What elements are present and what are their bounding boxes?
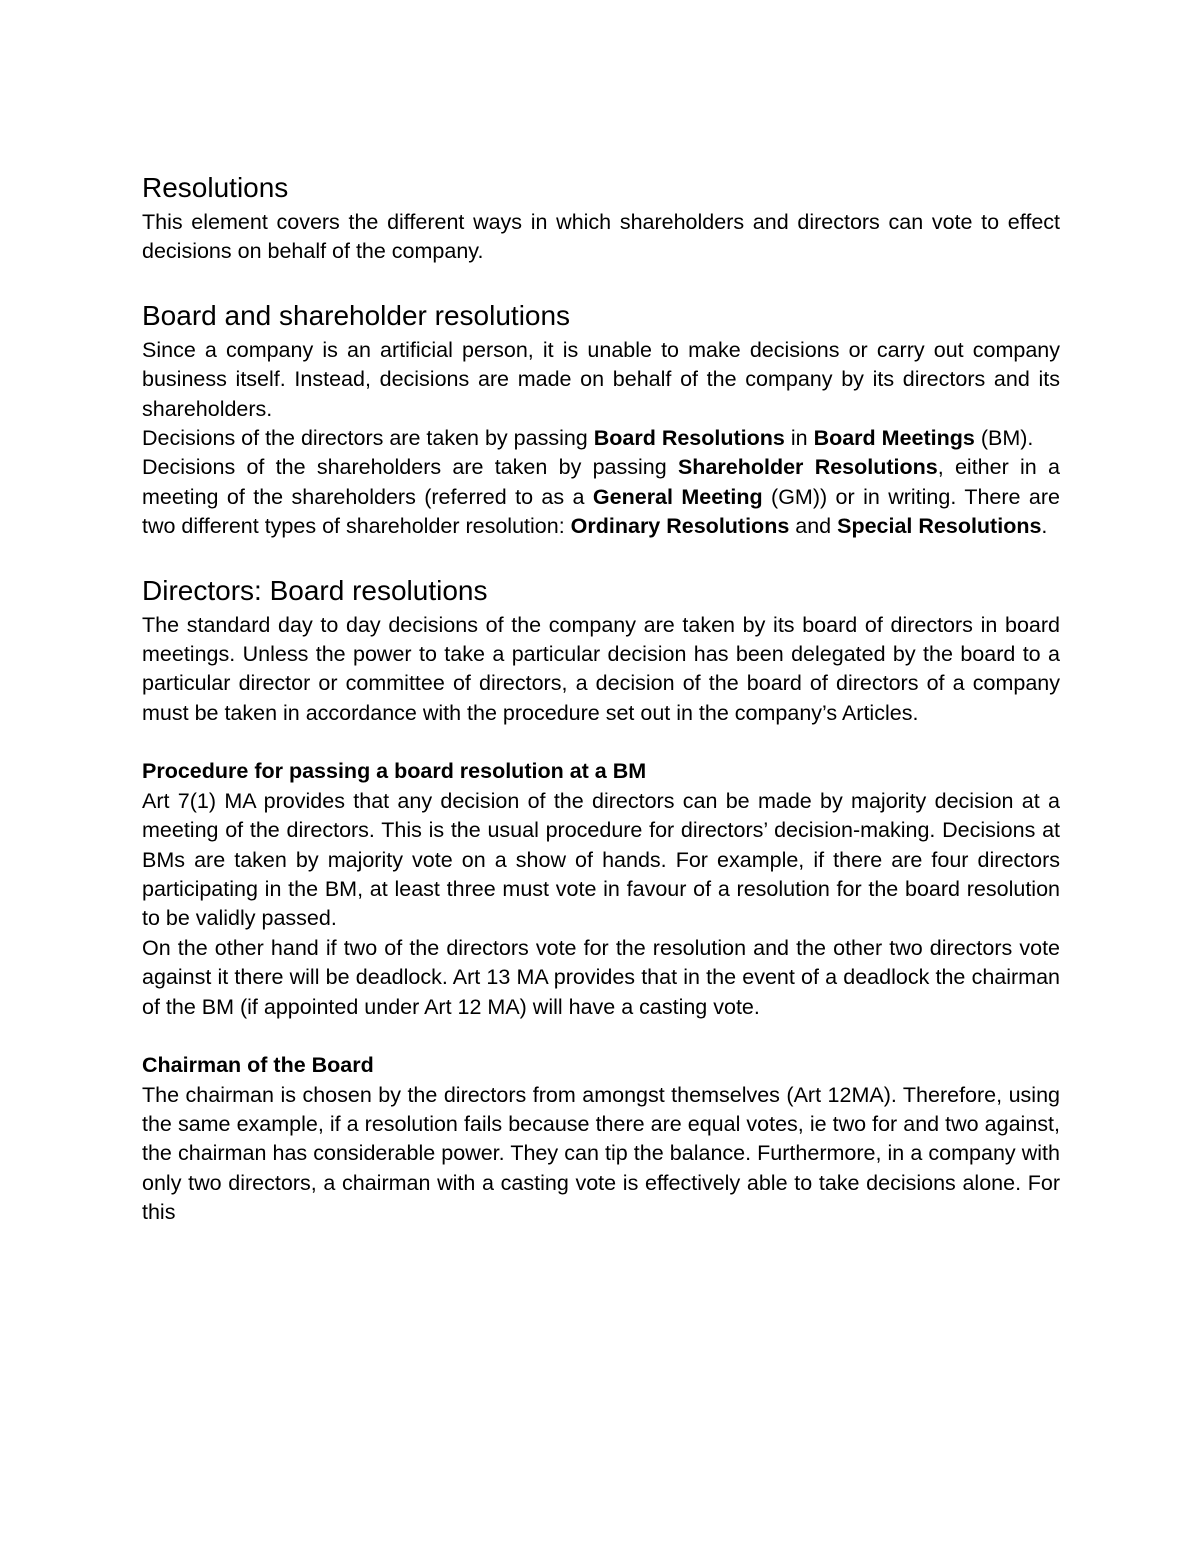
paragraph-artificial-person: Since a company is an artificial person, it is unable to make decisions or carry out company business itself. Instead, decisions are made on behalf of the company by its directors and its shareholders. xyxy=(142,337,1060,421)
text-run: . xyxy=(1041,514,1048,539)
text-run: and xyxy=(789,514,838,539)
subheading-procedure: Procedure for passing a board resolution at a BM xyxy=(142,759,647,784)
paragraph-art-7-majority: Art 7(1) MA provides that any decision of the directors can be made by majority decision at a meeting of the directors. This is the usual procedure for directors’ decision-making. Decisions at BMs are taken by majority vote on a show of hands. For example, if there are four directors participating in the BM, at least three must vote in favour of a resolution for the board resolution to be validly passed. xyxy=(142,788,1060,931)
text-run: (BM). xyxy=(974,426,1034,451)
paragraph-chairman: The chairman is chosen by the directors from amongst themselves (Art 12MA). Therefore, using the same example, if a resolution fails because there are equal votes, ie two for and two against, the chairman has considerable power. They can tip the balance. Furthermore, in a company with only two directors, a chairman with a casting vote is effectively able to take decisions alone. For this xyxy=(142,1082,1060,1225)
paragraph-deadlock: On the other hand if two of the directors vote for the resolution and the other two directors vote against it there will be deadlock. Art 13 MA provides that in the event of a deadlock the chairman of the BM (if appointed under Art 12 MA) will have a casting vote. xyxy=(142,935,1060,1019)
term-board-meetings: Board Meetings xyxy=(813,426,975,451)
text-run: Decisions of the shareholders are taken by passing xyxy=(142,455,678,480)
document-page xyxy=(142,170,1060,1228)
term-special-resolutions: Special Resolutions xyxy=(837,514,1042,539)
paragraph-resolutions-intro: This element covers the different ways in which shareholders and directors can vote to effect decisions on behalf of the company. xyxy=(142,210,1060,264)
text-run: Decisions of the directors are taken by passing xyxy=(142,426,594,451)
paragraph-day-to-day-decisions: The standard day to day decisions of the company are taken by its board of directors in board meetings. Unless the power to take a particular decision has been delegated by the board to a particular director or committee of directors, a decision of the board of directors of a company must be taken in accordance with the procedure set out in the company’s Articles. xyxy=(142,612,1060,725)
heading-board-and-shareholder-resolutions: Board and shareholder resolutions xyxy=(142,299,571,331)
term-general-meeting: General Meeting xyxy=(592,484,763,509)
heading-resolutions: Resolutions xyxy=(142,172,289,203)
paragraph-director-decisions xyxy=(142,424,1060,453)
term-board-resolutions: Board Resolutions xyxy=(593,426,785,451)
term-ordinary-resolutions: Ordinary Resolutions xyxy=(570,514,790,539)
text-run: in xyxy=(784,426,814,451)
text-run: , either in a meeting of the shareholders (referred to as a xyxy=(142,455,1060,509)
text-run: (GM)) or in writing. There are two different types of shareholder resolution: xyxy=(142,484,1060,539)
heading-directors-board-resolutions: Directors: Board resolutions xyxy=(142,574,488,606)
paragraph-shareholder-decisions xyxy=(142,453,1060,541)
subheading-chairman: Chairman of the Board xyxy=(142,1053,374,1078)
term-shareholder-resolutions: Shareholder Resolutions xyxy=(677,455,938,480)
